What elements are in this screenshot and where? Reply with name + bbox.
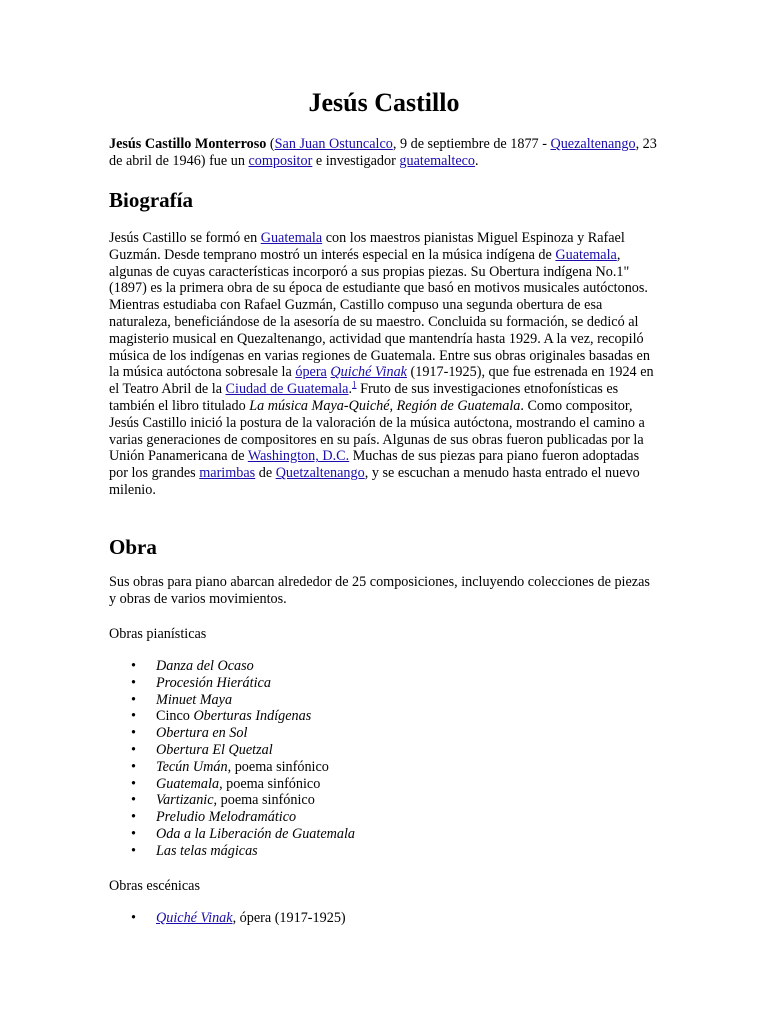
- stage-works-label: Obras escénicas: [109, 878, 200, 894]
- birthplace-link[interactable]: San Juan Ostuncalco: [274, 136, 393, 152]
- work-title: Preludio Melodramático: [156, 809, 297, 826]
- work-title: Obertura El Quetzal: [156, 741, 273, 758]
- obra-intro: Sus obras para piano abarcan alrededor de 25 composiciones, incluyendo colecciones de piezas y obras de varios movimientos.: [109, 574, 650, 607]
- guatemala-link-2[interactable]: Guatemala: [555, 246, 617, 263]
- opera-link[interactable]: ópera: [295, 364, 327, 381]
- list-item: • Guatemala, poema sinfónico: [131, 775, 321, 792]
- guatemala-link-1[interactable]: Guatemala: [260, 230, 323, 246]
- bullet-icon: •: [131, 674, 136, 691]
- bullet-icon: •: [131, 825, 136, 842]
- work-title: Las telas mágicas: [156, 842, 258, 859]
- list-item: • Cinco Oberturas Indígenas: [131, 708, 312, 725]
- work-title: Obertura en Sol: [156, 725, 248, 742]
- list-item: [109, 843, 659, 860]
- list-item: • Tecún Umán, poema sinfónico: [131, 758, 329, 775]
- work-title: Minuet Maya: [156, 691, 233, 708]
- stage-works-list: [109, 910, 659, 927]
- bullet-icon: •: [131, 792, 136, 809]
- stage-work-link[interactable]: Quiché Vinak: [156, 910, 233, 926]
- biografia-paragraph: Jesús Castillo se formó en Guatemala con los maestros pianistas Miguel Espinoza y Rafael Guzmán. Desde temprano mostró un interés especial en la música indígena de Guatemala, algunas de cuyas características incorporó a sus propias piezas. Su Obertura indígena No.1" (1897) es la primera obra de su época de estudiante que basó en motivos musicales autóctonos. Mientras estudiaba con Rafael Guzmán, Castillo compuso una segunda obertura de esa naturaleza, beneficiándose de la asesoría de su maestro. Concluida su formación, se dedicó al magisterio musical en Quezaltenango, actividad que mantendría hasta 1929. A la vez, recopiló música de los indígenas en varias regiones de Guatemala. Entre sus obras originales basadas en la música autóctona sobresale la ópera Quiché Vinak (1917-1925), que fue estrenada en 1924 en el Teatro Abril de la Ciudad de Guatemala.$^1$ Fruto de sus investigaciones etnofonísticas es también el libro titulado La música Maya-Quiché, Región de Guatemala. Como compositor, Jesús Castillo inició la postura de la valoración de la música autóctona, mostrando el camino a varias generaciones de compositores en su país. Algunas de sus obras fueron publicadas por la Unión Panamericana de Washington, D.C. Muchas de sus piezas para piano fueron adoptadas por los grandes marimbas de Quetzaltenango, y se escuchan a menudo hasta entrado el nuevo milenio.: [109, 230, 654, 498]
- bullet-icon: •: [131, 758, 136, 775]
- bullet-icon: •: [131, 809, 136, 826]
- ciudad-guatemala-link[interactable]: Ciudad de Guatemala: [225, 381, 349, 398]
- piano-works-list: [109, 658, 659, 860]
- list-item: [109, 826, 659, 843]
- subject-name: Jesús Castillo Monterroso: [109, 136, 267, 152]
- composer-link[interactable]: compositor: [248, 152, 313, 169]
- washington-link[interactable]: Washington, D.C.: [247, 448, 350, 465]
- list-item: • Vartizanic, poema sinfónico: [131, 792, 315, 809]
- list-item: [109, 725, 659, 742]
- list-item: • Quiché Vinak, ópera (1917-1925): [131, 910, 346, 926]
- bullet-icon: •: [131, 658, 136, 674]
- list-item: [109, 742, 659, 759]
- marimbas-link[interactable]: marimbas: [199, 465, 256, 482]
- page-title: Jesús Castillo: [308, 88, 460, 117]
- bullet-icon: •: [131, 775, 136, 792]
- bullet-icon: •: [131, 741, 136, 758]
- list-item: [109, 658, 659, 675]
- bullet-icon: •: [131, 691, 136, 708]
- work-title: Oberturas Indígenas: [193, 708, 312, 725]
- bullet-icon: •: [131, 708, 136, 725]
- piano-works-label: Obras pianísticas: [109, 626, 207, 642]
- intro-paragraph: Jesús Castillo Monterroso (San Juan Ostuncalco, 9 de septiembre de 1877 - Quezaltenango, 23 de abril de 1946) fue un compositor e investigador guatemalteco.: [109, 136, 657, 169]
- bullet-icon: •: [131, 910, 136, 926]
- bullet-icon: •: [131, 725, 136, 742]
- work-title: Oda a la Liberación de Guatemala: [156, 825, 355, 842]
- work-title: Guatemala: [156, 775, 220, 792]
- nationality-link[interactable]: guatemalteco: [399, 152, 476, 169]
- obra-heading: Obra: [109, 535, 157, 559]
- work-title: Procesión Hierática: [156, 674, 271, 691]
- bullet-icon: •: [131, 842, 136, 859]
- work-title: Danza del Ocaso: [156, 658, 254, 674]
- list-item: [109, 675, 659, 692]
- biografia-heading: Biografía: [109, 188, 193, 212]
- list-item: [109, 692, 659, 709]
- work-title: Tecún Umán: [156, 758, 228, 775]
- quiche-vinak-link[interactable]: Quiché Vinak: [330, 364, 407, 381]
- quetzaltenango-link[interactable]: Quetzaltenango: [275, 465, 365, 482]
- list-item: [109, 809, 659, 826]
- work-title: Vartizanic: [156, 792, 214, 809]
- reference-link[interactable]: 1: [352, 379, 357, 390]
- book-title: La música Maya-Quiché, Región de Guatemala: [249, 397, 521, 414]
- deathplace-link[interactable]: Quezaltenango: [550, 136, 636, 152]
